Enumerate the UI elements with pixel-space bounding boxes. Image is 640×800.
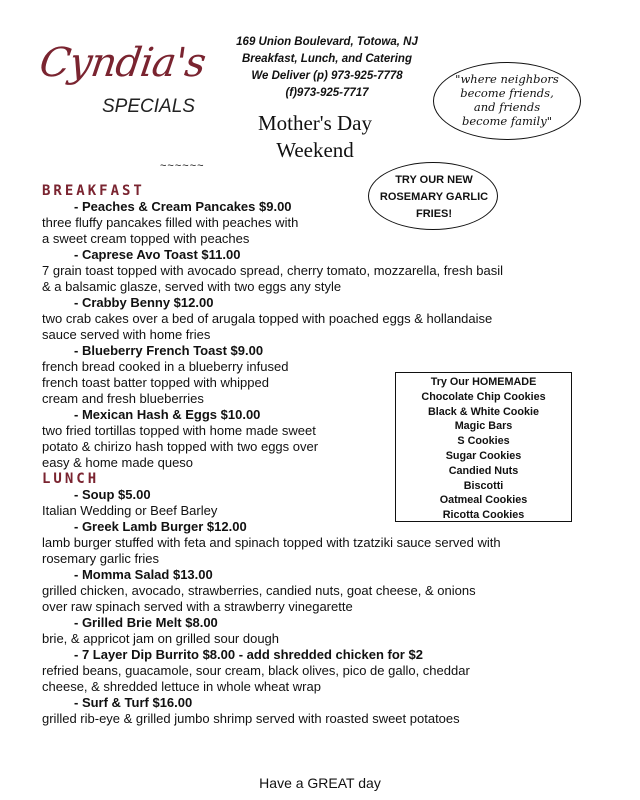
item-desc-line: three fluffy pancakes filled with peaches with [42, 215, 299, 230]
address-line: 169 Union Boulevard, Totowa, NJ [236, 36, 418, 48]
item-desc-line: lamb burger stuffed with feta and spinach topped with tzatziki sauce served with [42, 535, 501, 550]
quote-line: become friends, [460, 86, 554, 100]
item-desc-line: cheese, & shredded lettuce in whole wheat wrap [42, 679, 321, 694]
logo [36, 40, 220, 130]
cookie-item: Candied Nuts [448, 464, 519, 477]
item-desc-line: a sweet cream topped with peaches [42, 231, 250, 246]
logo-subtitle: SPECIALS [102, 96, 195, 117]
services-line: Breakfast, Lunch, and Catering [242, 53, 412, 65]
event-title-line: Weekend [276, 138, 354, 162]
event-title-line: Mother's Day [257, 111, 372, 135]
lunch-heading: LUNCH [42, 471, 100, 487]
decorative-flourish: ~~~~~~ [160, 160, 205, 172]
promo-line: ROSEMARY GARLIC [379, 191, 489, 203]
quote-line: "where neighbors [455, 72, 559, 86]
quote-text [438, 72, 576, 128]
item-title: - Crabby Benny $12.00 [74, 295, 214, 310]
menu-item [42, 647, 612, 695]
item-desc-line: & a balsamic glasze, served with two eggs any style [42, 279, 342, 294]
item-desc-line: Italian Wedding or Beef Barley [42, 503, 218, 518]
promo-line: TRY OUR NEW [395, 174, 473, 186]
item-desc-line: refried beans, guacamole, sour cream, black olives, pico de gallo, cheddar [42, 663, 470, 678]
item-desc-line: french toast batter topped with whipped [42, 375, 269, 390]
phone-line: We Deliver (p) 973-925-7778 [251, 70, 403, 82]
event-title [240, 110, 390, 164]
cookie-item: Magic Bars [454, 420, 513, 433]
item-desc-line: french bread cooked in a blueberry infused [42, 359, 289, 374]
quote-line: and friends [473, 100, 541, 114]
item-desc-line: easy & home made queso [42, 455, 194, 470]
item-desc-line: rosemary garlic fries [42, 551, 160, 566]
item-title: - Blueberry French Toast $9.00 [74, 343, 264, 358]
menu-item [42, 695, 612, 727]
logo-script: Cyndia's [36, 40, 208, 86]
item-desc-line: two fried tortillas topped with home made sweet [42, 423, 316, 438]
item-desc-line: cream and fresh blueberries [42, 391, 204, 406]
cookie-item: Biscotti [463, 479, 504, 492]
item-desc-line: over raw spinach served with a strawberry vinegarette [42, 599, 353, 614]
menu-item [42, 567, 612, 615]
cookies-heading: Try Our HOMEMADE [430, 376, 537, 388]
item-desc-line: 7 grain toast topped with avocado spread, cherry tomato, mozzarella, fresh basil [42, 263, 504, 278]
item-title: - Grilled Brie Melt $8.00 [74, 615, 218, 630]
cookie-item: Oatmeal Cookies [439, 494, 528, 507]
item-desc-line: brie, & appricot jam on grilled sour dough [42, 631, 280, 646]
item-desc-line: potato & chirizo hash topped with two eggs over [42, 439, 319, 454]
item-title: - Greek Lamb Burger $12.00 [74, 519, 247, 534]
item-title: - Momma Salad $13.00 [74, 567, 213, 582]
address-block [222, 34, 432, 102]
item-desc-line: sauce served with home fries [42, 327, 211, 342]
cookies-box [395, 372, 572, 522]
item-title: - Soup $5.00 [74, 487, 151, 502]
cookie-item: Ricotta Cookies [442, 509, 525, 522]
item-desc-line: grilled rib-eye & grilled jumbo shrimp served with roasted sweet potatoes [42, 711, 460, 726]
item-desc-line: grilled chicken, avocado, strawberries, candied nuts, goat cheese, & onions [42, 583, 476, 598]
item-title: - Caprese Avo Toast $11.00 [74, 247, 241, 262]
cookie-item: S Cookies [457, 435, 510, 448]
item-title: - Peaches & Cream Pancakes $9.00 [74, 199, 292, 214]
menu-item [42, 519, 612, 567]
menu-item [42, 295, 612, 343]
menu-item [42, 615, 612, 647]
item-title: - Mexican Hash & Eggs $10.00 [74, 407, 261, 422]
item-title: - Surf & Turf $16.00 [74, 695, 193, 710]
footer-message: Have a GREAT day [259, 775, 381, 791]
quote-line: become family" [461, 114, 553, 128]
menu-item [42, 199, 612, 247]
cookie-item: Black & White Cookie [428, 405, 539, 418]
menu-item [42, 247, 612, 295]
item-desc-line: two crab cakes over a bed of arugala topped with poached eggs & hollandaise [42, 311, 493, 326]
breakfast-heading: BREAKFAST [42, 183, 145, 199]
cookie-item: Chocolate Chip Cookies [421, 390, 546, 403]
cookie-item: Sugar Cookies [445, 449, 522, 462]
item-title: - 7 Layer Dip Burrito $8.00 - add shredded chicken for $2 [74, 647, 423, 662]
fax-line: (f)973-925-7717 [285, 87, 369, 99]
promo-line: FRIES! [415, 208, 453, 220]
